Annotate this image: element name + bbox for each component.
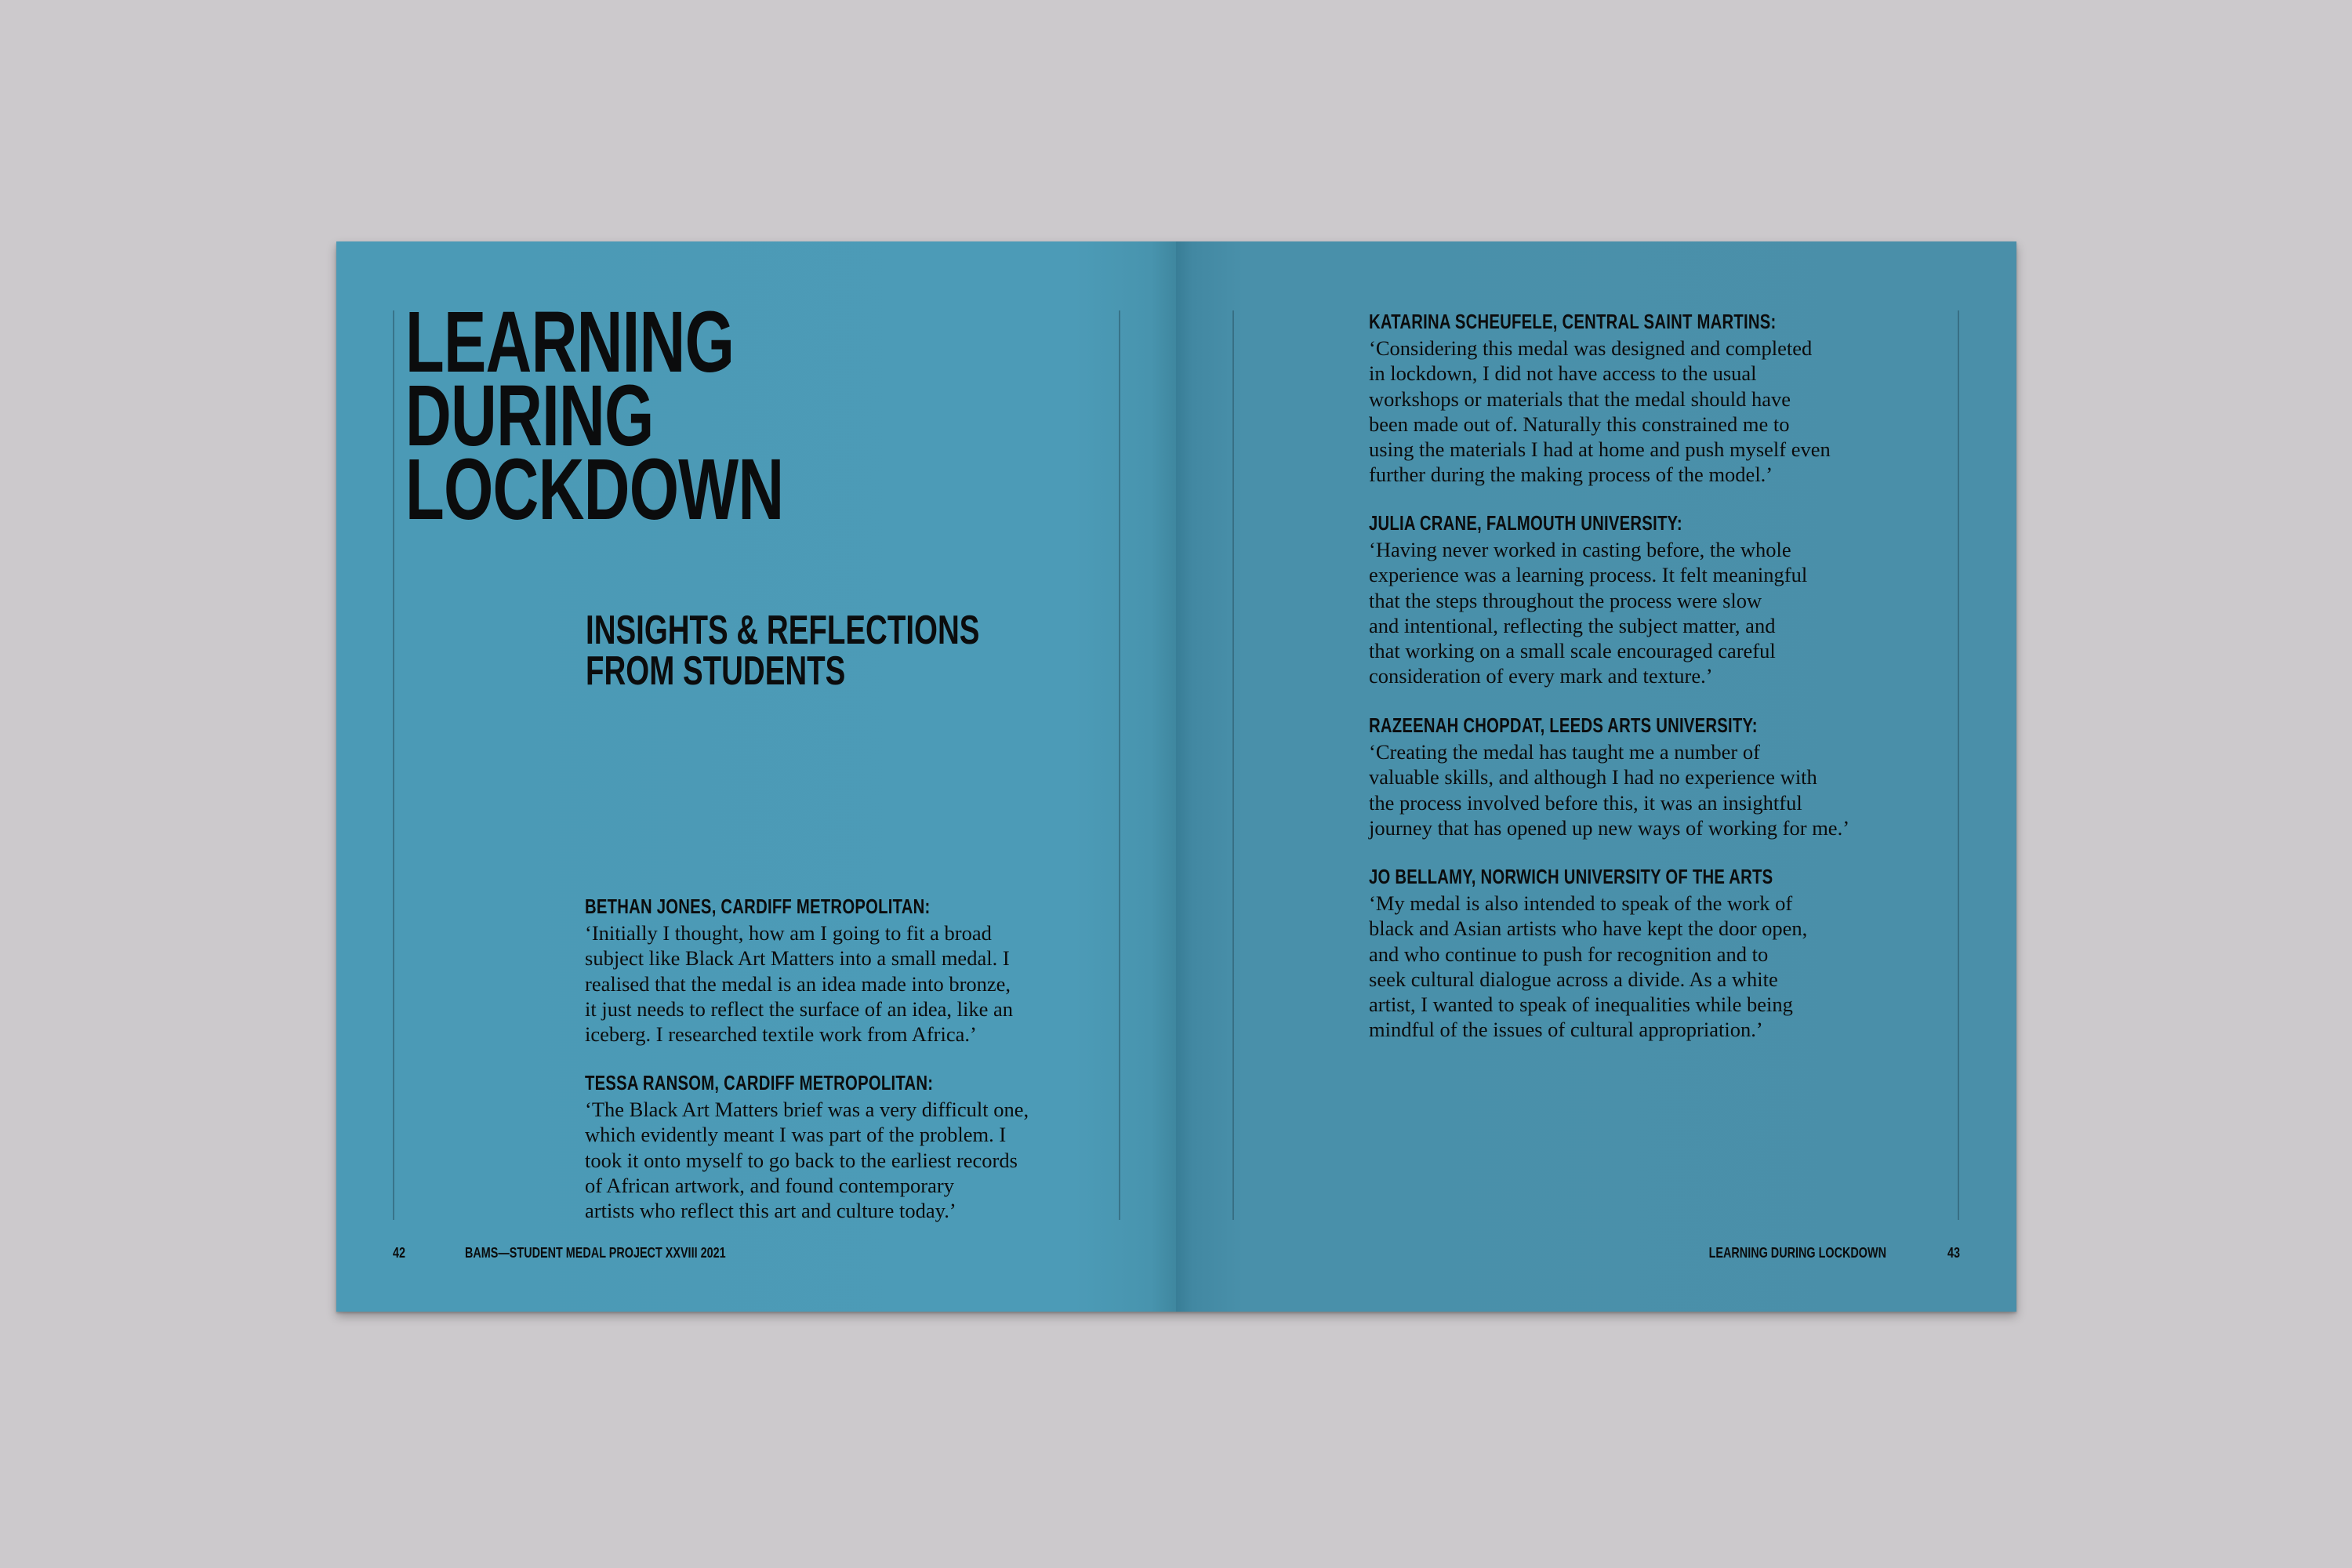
student-name: KATARINA SCHEUFELE, CENTRAL SAINT MARTINS:	[1369, 310, 1777, 333]
student-quote	[1369, 309, 1933, 488]
page-number: 43	[1947, 1245, 1960, 1261]
quote-text: ‘The Black Art Matters brief was a very difficult one, which evidently meant I was part of the problem. I took it onto myself to go back to the earliest records of African artwork, and found contemporary artists who reflect this art and culture today.’	[585, 1098, 1029, 1223]
left-margin-rule	[393, 310, 394, 1220]
title-line: LEARNING	[405, 294, 735, 390]
page-title	[405, 294, 784, 538]
student-quote	[585, 1070, 1102, 1223]
student-quote	[1369, 713, 1933, 840]
student-name: TESSA RANSOM, CARDIFF METROPOLITAN:	[585, 1071, 934, 1094]
running-head: LEARNING DURING LOCKDOWN	[1708, 1245, 1886, 1261]
student-name: JO BELLAMY, NORWICH UNIVERSITY OF THE ARTS	[1369, 865, 1773, 888]
student-quote	[585, 894, 1102, 1047]
subtitle-line: FROM STUDENTS	[586, 648, 846, 694]
title-line: DURING	[405, 368, 654, 464]
student-quote	[1369, 864, 1933, 1043]
title-line: LOCKDOWN	[405, 441, 784, 538]
page-number: 42	[393, 1245, 406, 1261]
page-subtitle	[586, 608, 980, 694]
right-margin-rule	[1958, 310, 1959, 1220]
student-name: BETHAN JONES, CARDIFF METROPOLITAN:	[585, 895, 931, 918]
right-page-left-rule	[1232, 310, 1234, 1220]
book-spread	[336, 241, 2016, 1312]
right-page	[1176, 241, 2016, 1312]
quote-text: ‘Having never worked in casting before, the whole experience was a learning process. It felt meaningful that the steps throughout the process were slow and intentional, reflecting the subject matter, and that working on a small scale encouraged careful consideration of every mark and texture.’	[1369, 538, 1808, 688]
running-head: BAMS—STUDENT MEDAL PROJECT XXVIII 2021	[465, 1245, 726, 1261]
quote-text: ‘Creating the medal has taught me a number of valuable skills, and although I had no experience with the process involved before this, it was an insightful journey that has opened up new ways of working for me.’	[1369, 740, 1850, 840]
quote-text: ‘My medal is also intended to speak of the work of black and Asian artists who have kept the door open, and who continue to push for recognition and to seek cultural dialogue across a divide. As a white artist, I wanted to speak of inequalities while being mindful of the issues of cultural appropriation.’	[1369, 891, 1808, 1042]
left-page	[336, 241, 1176, 1312]
left-page-right-rule	[1119, 310, 1120, 1220]
quote-text: ‘Initially I thought, how am I going to fit a broad subject like Black Art Matters into a small medal. I realised that the medal is an idea made into bronze, it just needs to reflect the surface of an idea, like an iceberg. I researched textile work from Africa.’	[585, 921, 1013, 1047]
student-name: RAZEENAH CHOPDAT, LEEDS ARTS UNIVERSITY:	[1369, 713, 1758, 737]
student-quote	[1369, 510, 1933, 689]
subtitle-line: INSIGHTS & REFLECTIONS	[586, 608, 980, 653]
quote-text: ‘Considering this medal was designed and completed in lockdown, I did not have access to the usual workshops or materials that the medal should have been made out of. Naturally this constrained me to using the materials I had at home and push myself even further during the making process of the model.’	[1369, 336, 1831, 487]
student-name: JULIA CRANE, FALMOUTH UNIVERSITY:	[1369, 511, 1682, 535]
